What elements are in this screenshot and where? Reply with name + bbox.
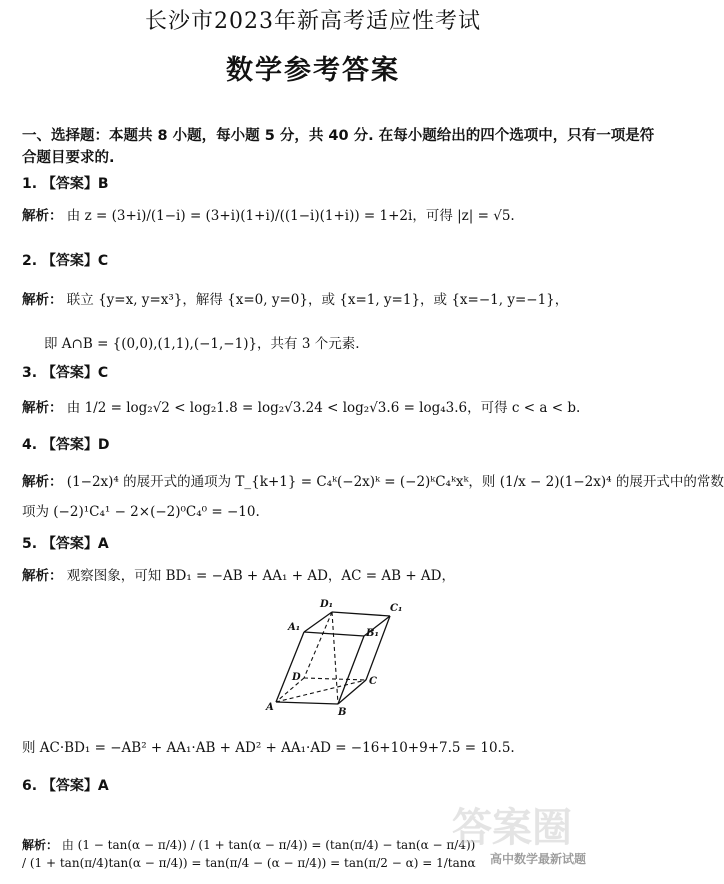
label-b: B xyxy=(338,707,347,718)
edge-ab xyxy=(276,702,338,704)
watermark-caption: 高中数学最新试题 xyxy=(490,852,587,866)
q5-answer: 5. 【答案】A xyxy=(22,536,109,552)
q2-solution-line2: 即 A∩B = {(0,0),(1,1),(−1,−1)}，共有 3 个元素. xyxy=(44,336,360,352)
edge-d1c1 xyxy=(332,612,390,616)
q4-solution-line1 xyxy=(22,470,724,490)
section-instructions-line1: 一、选择题：本题共 8 小题，每小题 5 分，共 40 分. 在每小题给出的四个选项中，只有一项是符 xyxy=(22,128,655,144)
q5-solution-line2: 则 AC·BD₁ = −AB² + AA₁·AB + AD² + AA₁·AD = −16+10+9+7.5 = 10.5. xyxy=(22,740,515,756)
edge-dc xyxy=(304,678,366,680)
q4-solution-line2: 项为 (−2)¹C₄¹ − 2×(−2)⁰C₄⁰ = −10. xyxy=(22,504,260,520)
parallelepiped-figure xyxy=(262,596,412,718)
section-instructions-line2: 合题目要求的. xyxy=(22,150,115,166)
q2-solution-line1 xyxy=(22,288,568,308)
edge-b1b xyxy=(338,636,364,704)
q5-label: 解析： xyxy=(22,568,63,584)
diagonal-bd1 xyxy=(332,612,338,704)
q6-solution xyxy=(22,836,482,872)
label-d1: D₁ xyxy=(320,599,334,610)
label-d: D xyxy=(292,672,301,683)
q2-answer: 2. 【答案】C xyxy=(22,253,109,269)
q1-solution xyxy=(22,204,515,224)
page-title: 长沙市2023年新高考适应性考试 xyxy=(145,9,481,34)
q1-label: 解析： xyxy=(22,208,63,224)
q1-answer: 1. 【答案】B xyxy=(22,176,109,192)
q6-label: 解析： xyxy=(22,838,59,852)
page-subtitle: 数学参考答案 xyxy=(226,55,400,86)
q3-text: 由 1/2 = log₂√2 < log₂1.8 = log₂√3.24 < log₂√3.6 = log₄3.6，可得 c < a < b. xyxy=(66,400,581,416)
label-a1: A₁ xyxy=(288,622,301,633)
q2-text1: 联立 {y=x, y=x³}，解得 {x=0, y=0}，或 {x=1, y=1}，或 {x=−1, y=−1}， xyxy=(66,292,569,308)
edge-a1a xyxy=(276,632,304,702)
q2-label: 解析： xyxy=(22,292,63,308)
label-a: A xyxy=(266,702,274,713)
q1-text: 由 z = (3+i)/(1−i) = (3+i)(1+i)/((1−i)(1+i)) = 1+2i，可得 |z| = √5. xyxy=(66,208,515,224)
q4-answer: 4. 【答案】D xyxy=(22,437,110,453)
q6-answer: 6. 【答案】A xyxy=(22,778,109,794)
q5-text1: 观察图象，可知 BD₁ = −AB + AA₁ + AD，AC = AB + AD， xyxy=(66,568,456,584)
label-b1: B₁ xyxy=(366,628,379,639)
q4-text1: (1−2x)⁴ 的展开式的通项为 T_{k+1} = C₄ᵏ(−2x)ᵏ = (−2)ᵏC₄ᵏxᵏ，则 (1/x − 2)(1−2x)⁴ 的展开式中的常数 xyxy=(66,474,724,490)
q4-label: 解析： xyxy=(22,474,63,490)
q5-solution-line1 xyxy=(22,564,455,584)
watermark-logo: 答案圈 xyxy=(452,805,572,851)
q3-solution xyxy=(22,396,580,416)
label-c: C xyxy=(369,676,377,687)
q6-text: 由 (1 − tan(α − π/4)) / (1 + tan(α − π/4)) = (tan(π/4) − tan(α − π/4)) / (1 + tan(π/4)tan(α − π/4)) = tan(π/4 − (α − π/4)) = tan(π/2 − α) = 1/tanα xyxy=(22,838,476,870)
q3-answer: 3. 【答案】C xyxy=(22,365,109,381)
q3-label: 解析： xyxy=(22,400,63,416)
label-c1: C₁ xyxy=(390,603,403,614)
